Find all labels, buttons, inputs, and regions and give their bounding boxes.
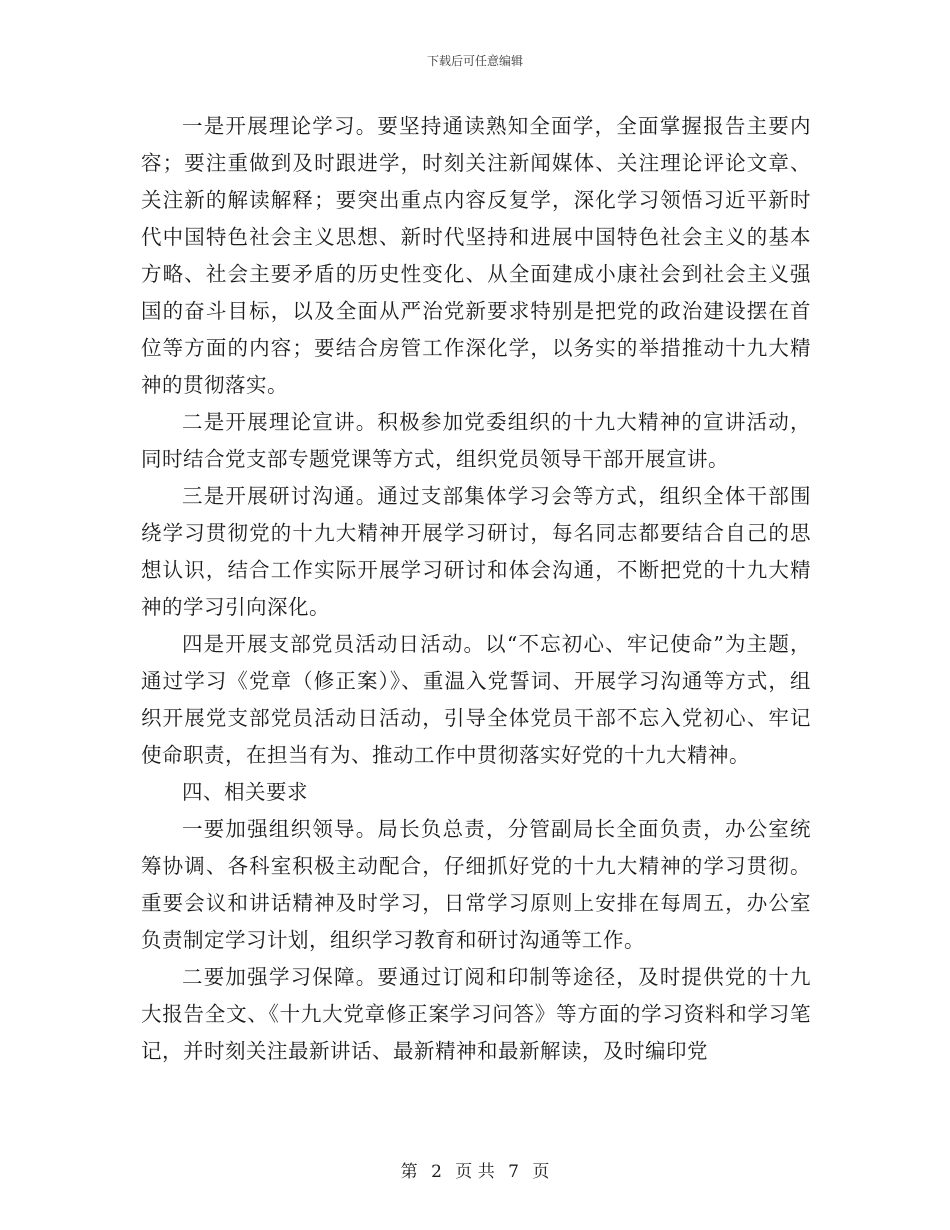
paragraph-party-day: 四是开展支部党员活动日活动。以“不忘初心、牢记使命”为主题，通过学习《党章（修正案）》、重温入党誓词、开展学习沟通等方式，组织开展党支部党员活动日活动，引导全体党员干部不忘入党初心、牢记使命职责，在担当有为、推动工作中贯彻落实好党的十九大精神。 — [141, 632, 811, 767]
page-header: 下载后可任意编辑 — [426, 54, 523, 68]
paragraph-organization: 一要加强组织领导。局长负总责，分管副局长全面负责，办公室统筹协调、各科室积极主动配合，仔细抓好党的十九大精神的学习贯彻。重要会议和讲话精神及时学习，日常学习原则上安排在每周五，办公室负责制定学习计划，组织学习教育和研讨沟通等工作。 — [141, 817, 811, 952]
page-footer — [0, 1157, 950, 1182]
paragraph-discussion: 三是开展研讨沟通。通过支部集体学习会等方式，组织全体干部围绕学习贯彻党的十九大精神开展学习研讨，每名同志都要结合自己的思想认识，结合工作实际开展学习研讨和体会沟通，不断把党的十九大精神的学习引向深化。 — [141, 484, 811, 619]
paragraph-theory-study: 一是开展理论学习。要坚持通读熟知全面学，全面掌握报告主要内容；要注重做到及时跟进学，时刻关注新闻媒体、关注理论评论文章、关注新的解读解释；要突出重点内容反复学，深化学习领悟习近平新时代中国特色社会主义思想、新时代坚持和进展中国特色社会主义的基本方略、社会主要矛盾的历史性变化、从全面建成小康社会到社会主义强国的奋斗目标，以及全面从严治党新要求特别是把党的政治建设摆在首位等方面的内容；要结合房管工作深化学，以务实的举措推动十九大精神的贯彻落实。 — [141, 114, 811, 397]
page-number: 2 — [431, 1162, 442, 1182]
paragraph-study-support: 二要加强学习保障。要通过订阅和印制等途径，及时提供党的十九大报告全文、《十九大党章修正案学习问答》等方面的学习资料和学习笔记，并时刻关注最新讲话、最新精神和最新解读，及时编印党 — [141, 965, 811, 1063]
paragraph-theory-lecture: 二是开展理论宣讲。积极参加党委组织的十九大精神的宣讲活动，同时结合党支部专题党课等方式，组织党员领导干部开展宣讲。 — [141, 410, 811, 471]
footer-prefix: 第 — [400, 1162, 418, 1182]
footer-suffix: 页 — [532, 1162, 550, 1182]
total-pages: 7 — [508, 1162, 519, 1182]
footer-middle: 页 共 — [455, 1162, 495, 1182]
document-body — [141, 108, 811, 1070]
section-heading-requirements: 四、相关要求 — [182, 780, 308, 804]
